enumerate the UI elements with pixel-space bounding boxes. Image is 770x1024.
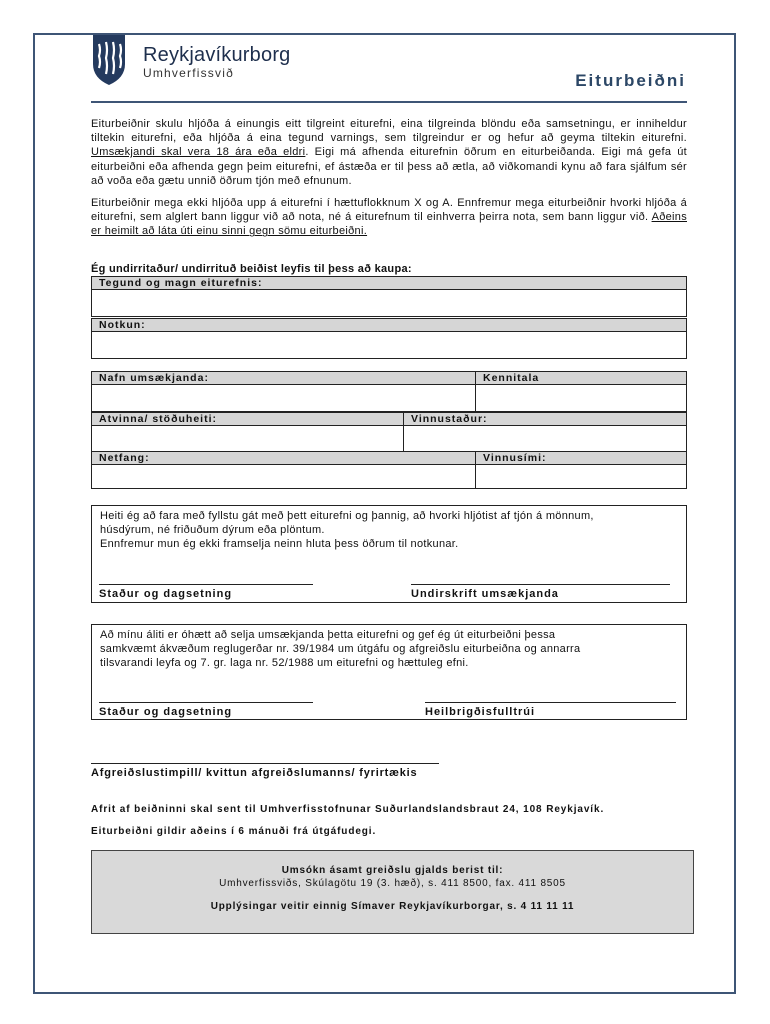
applicant-name-label: Nafn umsækjanda: — [91, 371, 476, 385]
intro-text: Eiturbeiðnir skulu hljóða á einungis eitt tilgreint eiturefni, eina tilgreinda blöndu eða samsetningu, er inniheldur tiltekin eiturefni, eða hljóða á eina tegund varnings, sem tilgreindur er og hefur að geyma tiltekin eiturefni. — [91, 118, 687, 145]
approval-line-2: samkvæmt ákvæðum reglugerðar nr. 39/1984 um útgáfu og afgreiðslu eiturbeiðna og annarra — [100, 643, 581, 655]
health-officer-label: Heilbrigðisfulltrúi — [425, 706, 536, 718]
place-date-signature-line[interactable] — [99, 584, 313, 585]
approval-place-date-line[interactable] — [99, 702, 313, 703]
email-label: Netfang: — [91, 451, 476, 465]
submission-info-box — [91, 850, 694, 934]
place-date-label: Staður og dagsetning — [99, 588, 233, 600]
email-field[interactable] — [91, 464, 476, 489]
applicant-signature-line[interactable] — [411, 584, 670, 585]
workplace-label: Vinnustaður: — [403, 412, 687, 426]
info-phone-line: Upplýsingar veitir einnig Símaver Reykjavíkurborgar, s. 4 11 11 11 — [210, 901, 575, 912]
approval-line-1: Að mínu áliti er óhætt að selja umsækjanda þetta eiturefni og gef ég út eiturbeiðni þessa — [100, 629, 556, 641]
reykjavik-logo-icon — [92, 34, 126, 86]
usage-label: Notkun: — [91, 318, 687, 332]
usage-field[interactable] — [91, 331, 687, 359]
work-phone-field[interactable] — [475, 464, 687, 489]
work-phone-label: Vinnusími: — [475, 451, 687, 465]
declaration-box — [91, 505, 687, 603]
declaration-line-2: húsdýrum, né friðuðum dýrum eða plöntum. — [100, 524, 325, 536]
submission-address: Umhverfissviðs, Skúlagötu 19 (3. hæð), s. 411 8500, fax. 411 8505 — [219, 878, 566, 889]
type-label: Tegund og magn eiturefnis: — [91, 276, 687, 290]
declaration-line-1: Heiti ég að fara með fyllstu gát með þett eiturefni og þannig, að hvorki hljótist af tjón á mönnum, — [100, 510, 594, 522]
approval-place-date-label: Staður og dagsetning — [99, 706, 233, 718]
declaration-line-3: Ennfremur mun ég ekki framselja neinn hluta þess öðrum til notkunar. — [100, 538, 459, 550]
type-field[interactable] — [91, 289, 687, 317]
approval-box — [91, 624, 687, 720]
document-title: Eiturbeiðni — [575, 71, 686, 90]
approval-line-3: tilsvarandi leyfa og 7. gr. laga nr. 52/1988 um eiturefni og hættuleg efni. — [100, 657, 469, 669]
stamp-signature-line[interactable] — [91, 763, 439, 764]
org-name: Reykjavíkurborg — [143, 44, 291, 66]
intro-paragraph-1 — [91, 117, 687, 188]
validity-note: Eiturbeiðni gildir aðeins í 6 mánuði frá útgáfudegi. — [91, 826, 377, 837]
restriction-text: Eiturbeiðnir mega ekki hljóða upp á eiturefni í hættuflokknum X og A. Ennfremur mega eiturbeiðnir hvorki hljóða á eiturefni, sem alglert bann liggur við að nota, né á eiturefnum til einhverra þeirra nota, sem bann liggur við. — [91, 197, 687, 224]
age-requirement: Umsækjandi skal vera 18 ára eða eldri — [91, 146, 306, 159]
intro-paragraph-2 — [91, 196, 687, 239]
id-number-label: Kennitala — [475, 371, 687, 385]
stamp-label: Afgreiðslustimpill/ kvittun afgreiðslumanns/ fyrirtækis — [91, 767, 418, 779]
health-officer-signature-line[interactable] — [425, 702, 676, 703]
id-number-field[interactable] — [475, 384, 687, 412]
occupation-label: Atvinna/ stöðuheiti: — [91, 412, 404, 426]
copy-note: Afrit af beiðninni skal sent til Umhverfisstofnunar Suðurlandslandsbraut 24, 108 Reykjavík. — [91, 804, 605, 815]
title-rule — [91, 101, 687, 103]
form-heading: Ég undirritaður/ undirrituð beiðist leyfis til þess að kaupa: — [91, 263, 412, 275]
applicant-name-field[interactable] — [91, 384, 476, 412]
applicant-signature-label: Undirskrift umsækjanda — [411, 588, 559, 600]
workplace-field[interactable] — [403, 425, 687, 452]
intro-text-continued: . Eigi má afhenda eiturefnin öðrum en eiturbeiðanda. Eigi má gefa út eiturbeiðni eða afhenda gegn þeim eiturefni, ef ástæða er til þess að ætla, að viðkomandi kynu að fara sjálfum sér að voða eða gætu unnið öðrum tjón með efnunum. — [91, 146, 687, 187]
single-use-rule: Aðeins er heimilt að láta úti einu sinni gegn sömu eiturbeiðni. — [91, 211, 687, 238]
occupation-field[interactable] — [91, 425, 404, 452]
org-department: Umhverfissvið — [143, 66, 234, 80]
submission-heading: Umsókn ásamt greiðslu gjalds berist til: — [281, 865, 504, 876]
